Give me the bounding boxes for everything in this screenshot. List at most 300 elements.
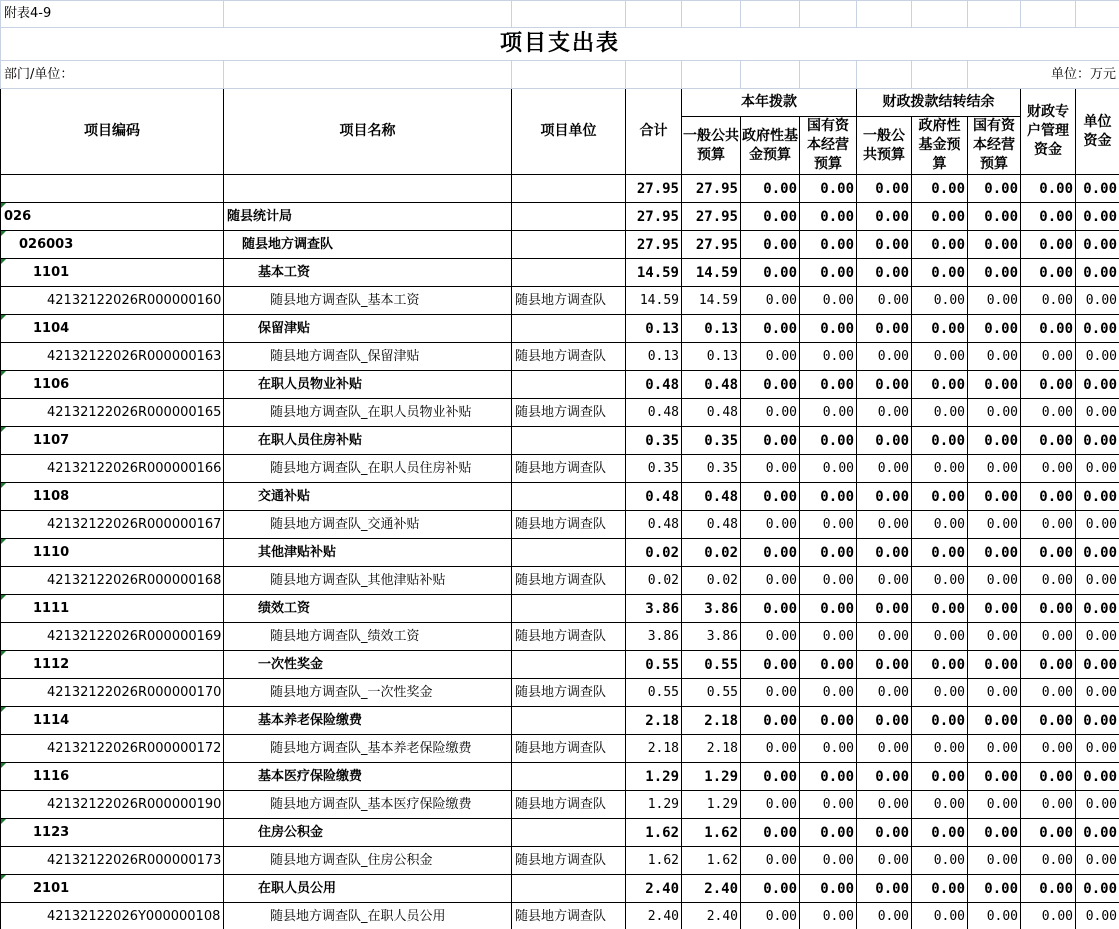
empty-cell[interactable] <box>912 61 968 89</box>
cell-unit[interactable]: 随县地方调查队 <box>512 455 626 483</box>
cell-value[interactable]: 0.00 <box>857 511 912 539</box>
cell-value[interactable]: 14.59 <box>626 287 682 315</box>
cell-unit[interactable] <box>512 539 626 567</box>
cell-value[interactable]: 0.00 <box>857 315 912 343</box>
cell-value[interactable]: 0.00 <box>1076 707 1119 735</box>
cell-value[interactable]: 0.00 <box>1021 567 1076 595</box>
cell-value[interactable]: 0.13 <box>682 315 741 343</box>
cell-value[interactable]: 0.00 <box>800 791 857 819</box>
cell-value[interactable]: 0.00 <box>800 819 857 847</box>
cell-value[interactable]: 0.55 <box>626 679 682 707</box>
cell-code[interactable]: 42132122026R000000172 <box>1 735 224 763</box>
cell-value[interactable]: 0.00 <box>800 399 857 427</box>
cell-value[interactable]: 0.00 <box>800 623 857 651</box>
cell-value[interactable]: 0.00 <box>912 287 968 315</box>
cell-value[interactable]: 0.00 <box>857 231 912 259</box>
cell-name[interactable]: 随县地方调查队_在职人员住房补贴 <box>224 455 512 483</box>
empty-cell[interactable] <box>857 1 912 28</box>
cell-value[interactable]: 0.00 <box>857 567 912 595</box>
cell-value[interactable]: 0.00 <box>912 539 968 567</box>
cell-value[interactable]: 1.62 <box>682 819 741 847</box>
cell-unit[interactable] <box>512 371 626 399</box>
cell-value[interactable]: 0.00 <box>741 819 800 847</box>
cell-value[interactable]: 0.00 <box>1076 455 1119 483</box>
cell-value[interactable]: 0.00 <box>1076 399 1119 427</box>
cell-value[interactable]: 0.00 <box>912 455 968 483</box>
cell-value[interactable]: 0.00 <box>1076 595 1119 623</box>
cell-value[interactable]: 0.00 <box>741 623 800 651</box>
empty-cell[interactable] <box>1076 1 1119 28</box>
cell-value[interactable]: 0.35 <box>626 455 682 483</box>
cell-value[interactable]: 0.48 <box>626 511 682 539</box>
cell-value[interactable]: 0.00 <box>912 231 968 259</box>
cell-value[interactable]: 0.00 <box>968 903 1021 929</box>
cell-code[interactable]: 026 <box>1 203 224 231</box>
unit-label[interactable]: 单位：万元 <box>968 61 1119 89</box>
cell-value[interactable]: 0.00 <box>741 539 800 567</box>
cell-code[interactable]: 42132122026Y000000108 <box>1 903 224 929</box>
cell-value[interactable]: 0.00 <box>741 763 800 791</box>
cell-name[interactable]: 随县地方调查队_在职人员公用 <box>224 903 512 929</box>
cell-value[interactable]: 0.00 <box>741 175 800 203</box>
cell-value[interactable]: 0.00 <box>857 595 912 623</box>
header-gov-fund[interactable]: 政府性基金预算 <box>741 117 800 175</box>
cell-value[interactable]: 0.00 <box>1021 679 1076 707</box>
cell-code[interactable]: 2101 <box>1 875 224 903</box>
cell-code[interactable]: 42132122026R000000170 <box>1 679 224 707</box>
cell-value[interactable]: 3.86 <box>682 595 741 623</box>
empty-cell[interactable] <box>968 1 1021 28</box>
cell-value[interactable]: 0.00 <box>857 259 912 287</box>
cell-value[interactable]: 0.00 <box>968 203 1021 231</box>
cell-value[interactable]: 0.48 <box>682 371 741 399</box>
header-carry-general[interactable]: 一般公共预算 <box>857 117 912 175</box>
cell-value[interactable]: 0.00 <box>741 287 800 315</box>
cell-value[interactable]: 0.00 <box>1021 875 1076 903</box>
cell-code[interactable]: 1116 <box>1 763 224 791</box>
cell-name[interactable]: 随县地方调查队_基本养老保险缴费 <box>224 735 512 763</box>
cell-value[interactable]: 1.62 <box>626 819 682 847</box>
cell-value[interactable]: 0.00 <box>741 427 800 455</box>
cell-value[interactable]: 0.00 <box>800 287 857 315</box>
cell-value[interactable]: 0.00 <box>968 231 1021 259</box>
cell-value[interactable]: 0.00 <box>912 483 968 511</box>
cell-code[interactable]: 1114 <box>1 707 224 735</box>
cell-value[interactable]: 0.00 <box>912 735 968 763</box>
cell-name[interactable]: 住房公积金 <box>224 819 512 847</box>
cell-value[interactable]: 0.00 <box>968 679 1021 707</box>
empty-cell[interactable] <box>224 61 512 89</box>
empty-cell[interactable] <box>682 61 741 89</box>
cell-value[interactable]: 0.00 <box>741 567 800 595</box>
cell-unit[interactable]: 随县地方调查队 <box>512 567 626 595</box>
cell-value[interactable]: 0.55 <box>682 679 741 707</box>
cell-value[interactable]: 0.00 <box>857 371 912 399</box>
cell-value[interactable]: 0.00 <box>968 511 1021 539</box>
cell-value[interactable]: 0.00 <box>1076 483 1119 511</box>
cell-value[interactable]: 0.00 <box>800 651 857 679</box>
cell-unit[interactable] <box>512 483 626 511</box>
cell-unit[interactable]: 随县地方调查队 <box>512 623 626 651</box>
empty-cell[interactable] <box>626 1 682 28</box>
cell-value[interactable]: 3.86 <box>626 623 682 651</box>
cell-value[interactable]: 0.00 <box>1021 315 1076 343</box>
cell-value[interactable]: 0.00 <box>741 903 800 929</box>
cell-value[interactable]: 0.00 <box>800 679 857 707</box>
cell-value[interactable]: 0.00 <box>1076 315 1119 343</box>
header-special-account[interactable]: 财政专户管理资金 <box>1021 89 1076 175</box>
cell-value[interactable]: 2.18 <box>682 735 741 763</box>
cell-value[interactable]: 0.48 <box>682 399 741 427</box>
cell-value[interactable]: 0.00 <box>912 763 968 791</box>
cell-value[interactable]: 0.00 <box>1021 707 1076 735</box>
cell-value[interactable]: 0.00 <box>1021 595 1076 623</box>
cell-unit[interactable] <box>512 175 626 203</box>
cell-value[interactable]: 0.00 <box>968 315 1021 343</box>
cell-value[interactable]: 0.00 <box>857 707 912 735</box>
cell-unit[interactable]: 随县地方调查队 <box>512 903 626 929</box>
cell-value[interactable]: 0.00 <box>1021 623 1076 651</box>
cell-value[interactable]: 1.29 <box>682 791 741 819</box>
cell-value[interactable]: 0.00 <box>800 539 857 567</box>
cell-value[interactable]: 0.00 <box>800 231 857 259</box>
cell-name[interactable]: 在职人员物业补贴 <box>224 371 512 399</box>
cell-unit[interactable]: 随县地方调查队 <box>512 343 626 371</box>
cell-value[interactable]: 2.18 <box>682 707 741 735</box>
cell-value[interactable]: 0.00 <box>800 903 857 929</box>
empty-cell[interactable] <box>741 61 800 89</box>
cell-value[interactable]: 0.00 <box>1076 287 1119 315</box>
cell-value[interactable]: 0.00 <box>1076 847 1119 875</box>
cell-name[interactable]: 随县地方调查队_一次性奖金 <box>224 679 512 707</box>
cell-value[interactable]: 0.00 <box>968 847 1021 875</box>
cell-value[interactable]: 0.00 <box>1021 651 1076 679</box>
cell-value[interactable]: 0.00 <box>1076 511 1119 539</box>
cell-value[interactable]: 0.00 <box>912 903 968 929</box>
cell-value[interactable]: 0.00 <box>968 427 1021 455</box>
cell-value[interactable]: 0.00 <box>1021 399 1076 427</box>
cell-code[interactable]: 1104 <box>1 315 224 343</box>
cell-value[interactable]: 2.40 <box>626 903 682 929</box>
cell-value[interactable]: 0.00 <box>857 427 912 455</box>
cell-value[interactable]: 0.00 <box>857 819 912 847</box>
cell-value[interactable]: 0.00 <box>968 623 1021 651</box>
cell-value[interactable]: 0.00 <box>741 259 800 287</box>
cell-value[interactable]: 0.00 <box>912 595 968 623</box>
header-state-capital[interactable]: 国有资本经营预算 <box>800 117 857 175</box>
cell-value[interactable]: 1.62 <box>626 847 682 875</box>
cell-code[interactable] <box>1 175 224 203</box>
cell-value[interactable]: 0.00 <box>741 735 800 763</box>
cell-code[interactable]: 1106 <box>1 371 224 399</box>
cell-value[interactable]: 27.95 <box>626 231 682 259</box>
cell-code[interactable]: 42132122026R000000169 <box>1 623 224 651</box>
cell-value[interactable]: 0.00 <box>968 595 1021 623</box>
cell-value[interactable]: 0.00 <box>968 259 1021 287</box>
cell-value[interactable]: 0.00 <box>968 819 1021 847</box>
empty-cell[interactable] <box>912 1 968 28</box>
cell-value[interactable]: 0.00 <box>1076 875 1119 903</box>
cell-value[interactable]: 0.00 <box>800 847 857 875</box>
cell-value[interactable]: 0.00 <box>800 595 857 623</box>
cell-value[interactable]: 0.00 <box>1076 427 1119 455</box>
cell-value[interactable]: 0.02 <box>626 567 682 595</box>
empty-cell[interactable] <box>857 61 912 89</box>
cell-unit[interactable]: 随县地方调查队 <box>512 511 626 539</box>
header-unit-funds[interactable]: 单位资金 <box>1076 89 1119 175</box>
cell-value[interactable]: 0.00 <box>857 651 912 679</box>
cell-value[interactable]: 0.00 <box>741 679 800 707</box>
header-group-carry[interactable]: 财政拨款结转结余 <box>857 89 1021 117</box>
cell-value[interactable]: 0.00 <box>1021 847 1076 875</box>
cell-value[interactable]: 0.00 <box>857 735 912 763</box>
cell-code[interactable]: 42132122026R000000165 <box>1 399 224 427</box>
cell-name[interactable]: 随县地方调查队_保留津贴 <box>224 343 512 371</box>
cell-value[interactable]: 0.00 <box>741 875 800 903</box>
cell-value[interactable]: 0.00 <box>800 203 857 231</box>
cell-value[interactable]: 0.00 <box>857 875 912 903</box>
cell-value[interactable]: 0.00 <box>857 847 912 875</box>
cell-value[interactable]: 0.00 <box>1076 343 1119 371</box>
cell-value[interactable]: 0.00 <box>968 539 1021 567</box>
cell-name[interactable]: 基本养老保险缴费 <box>224 707 512 735</box>
cell-value[interactable]: 0.00 <box>800 343 857 371</box>
cell-value[interactable]: 0.02 <box>626 539 682 567</box>
cell-value[interactable]: 0.00 <box>968 567 1021 595</box>
cell-value[interactable]: 0.00 <box>968 707 1021 735</box>
cell-value[interactable]: 0.00 <box>912 511 968 539</box>
cell-value[interactable]: 0.00 <box>912 315 968 343</box>
cell-value[interactable]: 27.95 <box>682 231 741 259</box>
cell-unit[interactable] <box>512 651 626 679</box>
cell-name[interactable]: 保留津贴 <box>224 315 512 343</box>
cell-code[interactable]: 1112 <box>1 651 224 679</box>
cell-value[interactable]: 0.00 <box>1021 511 1076 539</box>
cell-value[interactable]: 2.40 <box>626 875 682 903</box>
cell-value[interactable]: 0.00 <box>741 511 800 539</box>
cell-value[interactable]: 0.00 <box>968 875 1021 903</box>
cell-value[interactable]: 0.00 <box>857 483 912 511</box>
cell-value[interactable]: 0.00 <box>1076 763 1119 791</box>
cell-value[interactable]: 0.00 <box>1076 903 1119 929</box>
cell-value[interactable]: 0.02 <box>682 567 741 595</box>
cell-value[interactable]: 0.00 <box>857 343 912 371</box>
cell-value[interactable]: 0.00 <box>1021 763 1076 791</box>
header-total[interactable]: 合计 <box>626 89 682 175</box>
empty-cell[interactable] <box>682 1 741 28</box>
cell-value[interactable]: 27.95 <box>626 175 682 203</box>
cell-value[interactable]: 0.00 <box>741 343 800 371</box>
header-group-current[interactable]: 本年拨款 <box>682 89 857 117</box>
cell-value[interactable]: 0.00 <box>968 735 1021 763</box>
cell-unit[interactable]: 随县地方调查队 <box>512 399 626 427</box>
cell-name[interactable]: 基本工资 <box>224 259 512 287</box>
cell-unit[interactable]: 随县地方调查队 <box>512 735 626 763</box>
cell-name[interactable]: 随县地方调查队_其他津贴补贴 <box>224 567 512 595</box>
cell-unit[interactable] <box>512 203 626 231</box>
cell-name[interactable]: 随县地方调查队_在职人员物业补贴 <box>224 399 512 427</box>
cell-value[interactable]: 0.35 <box>626 427 682 455</box>
cell-code[interactable]: 42132122026R000000168 <box>1 567 224 595</box>
cell-value[interactable]: 0.48 <box>682 511 741 539</box>
cell-value[interactable]: 0.00 <box>968 175 1021 203</box>
cell-value[interactable]: 0.48 <box>626 371 682 399</box>
cell-unit[interactable] <box>512 763 626 791</box>
cell-value[interactable]: 0.00 <box>800 315 857 343</box>
cell-unit[interactable]: 随县地方调查队 <box>512 847 626 875</box>
cell-value[interactable]: 0.00 <box>857 399 912 427</box>
cell-value[interactable]: 1.29 <box>626 791 682 819</box>
cell-value[interactable]: 0.00 <box>912 651 968 679</box>
cell-value[interactable]: 0.00 <box>1076 371 1119 399</box>
cell-unit[interactable]: 随县地方调查队 <box>512 287 626 315</box>
cell-name[interactable]: 绩效工资 <box>224 595 512 623</box>
cell-value[interactable]: 0.00 <box>1076 623 1119 651</box>
cell-name[interactable]: 交通补贴 <box>224 483 512 511</box>
cell-value[interactable]: 0.00 <box>800 763 857 791</box>
cell-name[interactable]: 随县地方调查队_基本工资 <box>224 287 512 315</box>
cell-value[interactable]: 0.00 <box>800 735 857 763</box>
cell-value[interactable]: 0.00 <box>857 455 912 483</box>
cell-value[interactable]: 0.00 <box>912 875 968 903</box>
cell-value[interactable]: 0.00 <box>741 203 800 231</box>
cell-value[interactable]: 0.48 <box>626 399 682 427</box>
cell-value[interactable]: 14.59 <box>626 259 682 287</box>
cell-value[interactable]: 0.00 <box>800 707 857 735</box>
cell-value[interactable]: 0.00 <box>912 567 968 595</box>
cell-value[interactable]: 0.00 <box>1076 651 1119 679</box>
cell-value[interactable]: 27.95 <box>682 203 741 231</box>
cell-code[interactable]: 1107 <box>1 427 224 455</box>
cell-value[interactable]: 0.00 <box>857 791 912 819</box>
cell-value[interactable]: 0.00 <box>800 259 857 287</box>
cell-value[interactable]: 0.00 <box>741 399 800 427</box>
cell-unit[interactable] <box>512 231 626 259</box>
cell-value[interactable]: 0.00 <box>968 343 1021 371</box>
cell-name[interactable]: 随县地方调查队_住房公积金 <box>224 847 512 875</box>
cell-value[interactable]: 0.00 <box>912 203 968 231</box>
cell-value[interactable]: 0.00 <box>1076 539 1119 567</box>
cell-value[interactable]: 0.00 <box>1076 231 1119 259</box>
empty-cell[interactable] <box>224 1 512 28</box>
cell-value[interactable]: 0.00 <box>1021 903 1076 929</box>
cell-name[interactable]: 在职人员公用 <box>224 875 512 903</box>
cell-value[interactable]: 0.00 <box>1076 259 1119 287</box>
cell-value[interactable]: 0.00 <box>968 287 1021 315</box>
cell-value[interactable]: 0.00 <box>1076 791 1119 819</box>
cell-value[interactable]: 2.40 <box>682 903 741 929</box>
empty-cell[interactable] <box>1021 1 1076 28</box>
cell-unit[interactable]: 随县地方调查队 <box>512 791 626 819</box>
cell-value[interactable]: 2.18 <box>626 735 682 763</box>
cell-value[interactable]: 0.00 <box>968 651 1021 679</box>
header-unit[interactable]: 项目单位 <box>512 89 626 175</box>
cell-code[interactable]: 42132122026R000000163 <box>1 343 224 371</box>
cell-value[interactable]: 0.00 <box>912 707 968 735</box>
cell-value[interactable]: 0.00 <box>1021 539 1076 567</box>
empty-cell[interactable] <box>800 1 857 28</box>
cell-value[interactable]: 0.00 <box>1021 343 1076 371</box>
cell-value[interactable]: 0.00 <box>1021 819 1076 847</box>
cell-unit[interactable] <box>512 427 626 455</box>
empty-cell[interactable] <box>741 1 800 28</box>
cell-code[interactable]: 026003 <box>1 231 224 259</box>
cell-value[interactable]: 0.35 <box>682 455 741 483</box>
cell-value[interactable]: 0.48 <box>626 483 682 511</box>
header-general[interactable]: 一般公共预算 <box>682 117 741 175</box>
cell-value[interactable]: 0.00 <box>857 287 912 315</box>
cell-value[interactable]: 0.00 <box>1021 175 1076 203</box>
cell-name[interactable] <box>224 175 512 203</box>
cell-value[interactable]: 0.00 <box>968 763 1021 791</box>
cell-value[interactable]: 0.00 <box>741 455 800 483</box>
cell-value[interactable]: 0.00 <box>1021 259 1076 287</box>
cell-value[interactable]: 0.00 <box>912 175 968 203</box>
cell-value[interactable]: 0.48 <box>682 483 741 511</box>
cell-code[interactable]: 42132122026R000000160 <box>1 287 224 315</box>
cell-name[interactable]: 随县地方调查队_交通补贴 <box>224 511 512 539</box>
cell-value[interactable]: 0.13 <box>626 343 682 371</box>
cell-value[interactable]: 0.00 <box>800 511 857 539</box>
cell-value[interactable]: 0.00 <box>857 203 912 231</box>
cell-value[interactable]: 0.00 <box>1076 203 1119 231</box>
cell-value[interactable]: 1.29 <box>626 763 682 791</box>
cell-code[interactable]: 42132122026R000000167 <box>1 511 224 539</box>
cell-name[interactable]: 随县地方调查队_绩效工资 <box>224 623 512 651</box>
cell-name[interactable]: 一次性奖金 <box>224 651 512 679</box>
cell-value[interactable]: 0.00 <box>857 763 912 791</box>
header-carry-gov-fund[interactable]: 政府性基金预算 <box>912 117 968 175</box>
cell-value[interactable]: 0.00 <box>857 175 912 203</box>
cell-value[interactable]: 2.40 <box>682 875 741 903</box>
cell-name[interactable]: 在职人员住房补贴 <box>224 427 512 455</box>
cell-value[interactable]: 0.00 <box>741 483 800 511</box>
sheet-label[interactable]: 附表4-9 <box>1 1 224 28</box>
cell-value[interactable]: 3.86 <box>682 623 741 651</box>
cell-value[interactable]: 0.00 <box>800 371 857 399</box>
cell-value[interactable]: 0.13 <box>626 315 682 343</box>
cell-value[interactable]: 0.00 <box>1021 427 1076 455</box>
cell-value[interactable]: 0.00 <box>1021 287 1076 315</box>
cell-value[interactable]: 0.00 <box>800 483 857 511</box>
cell-value[interactable]: 0.00 <box>912 679 968 707</box>
cell-value[interactable]: 0.00 <box>912 399 968 427</box>
header-carry-state-capital[interactable]: 国有资本经营预算 <box>968 117 1021 175</box>
cell-value[interactable]: 0.00 <box>1021 455 1076 483</box>
cell-code[interactable]: 42132122026R000000166 <box>1 455 224 483</box>
cell-name[interactable]: 随县统计局 <box>224 203 512 231</box>
cell-value[interactable]: 0.00 <box>741 847 800 875</box>
cell-code[interactable]: 1110 <box>1 539 224 567</box>
cell-name[interactable]: 随县地方调查队_基本医疗保险缴费 <box>224 791 512 819</box>
header-code[interactable]: 项目编码 <box>1 89 224 175</box>
cell-value[interactable]: 0.00 <box>1076 567 1119 595</box>
empty-cell[interactable] <box>626 61 682 89</box>
cell-value[interactable]: 0.00 <box>1076 679 1119 707</box>
dept-label[interactable]: 部门/单位： <box>1 61 224 89</box>
cell-value[interactable]: 0.00 <box>1021 231 1076 259</box>
cell-value[interactable]: 0.00 <box>1076 735 1119 763</box>
cell-value[interactable]: 0.00 <box>741 707 800 735</box>
cell-code[interactable]: 1123 <box>1 819 224 847</box>
cell-value[interactable]: 14.59 <box>682 287 741 315</box>
header-name[interactable]: 项目名称 <box>224 89 512 175</box>
cell-value[interactable]: 0.00 <box>1076 819 1119 847</box>
cell-value[interactable]: 0.00 <box>1021 735 1076 763</box>
cell-value[interactable]: 0.00 <box>912 427 968 455</box>
cell-value[interactable]: 0.00 <box>912 791 968 819</box>
cell-value[interactable]: 0.00 <box>968 455 1021 483</box>
